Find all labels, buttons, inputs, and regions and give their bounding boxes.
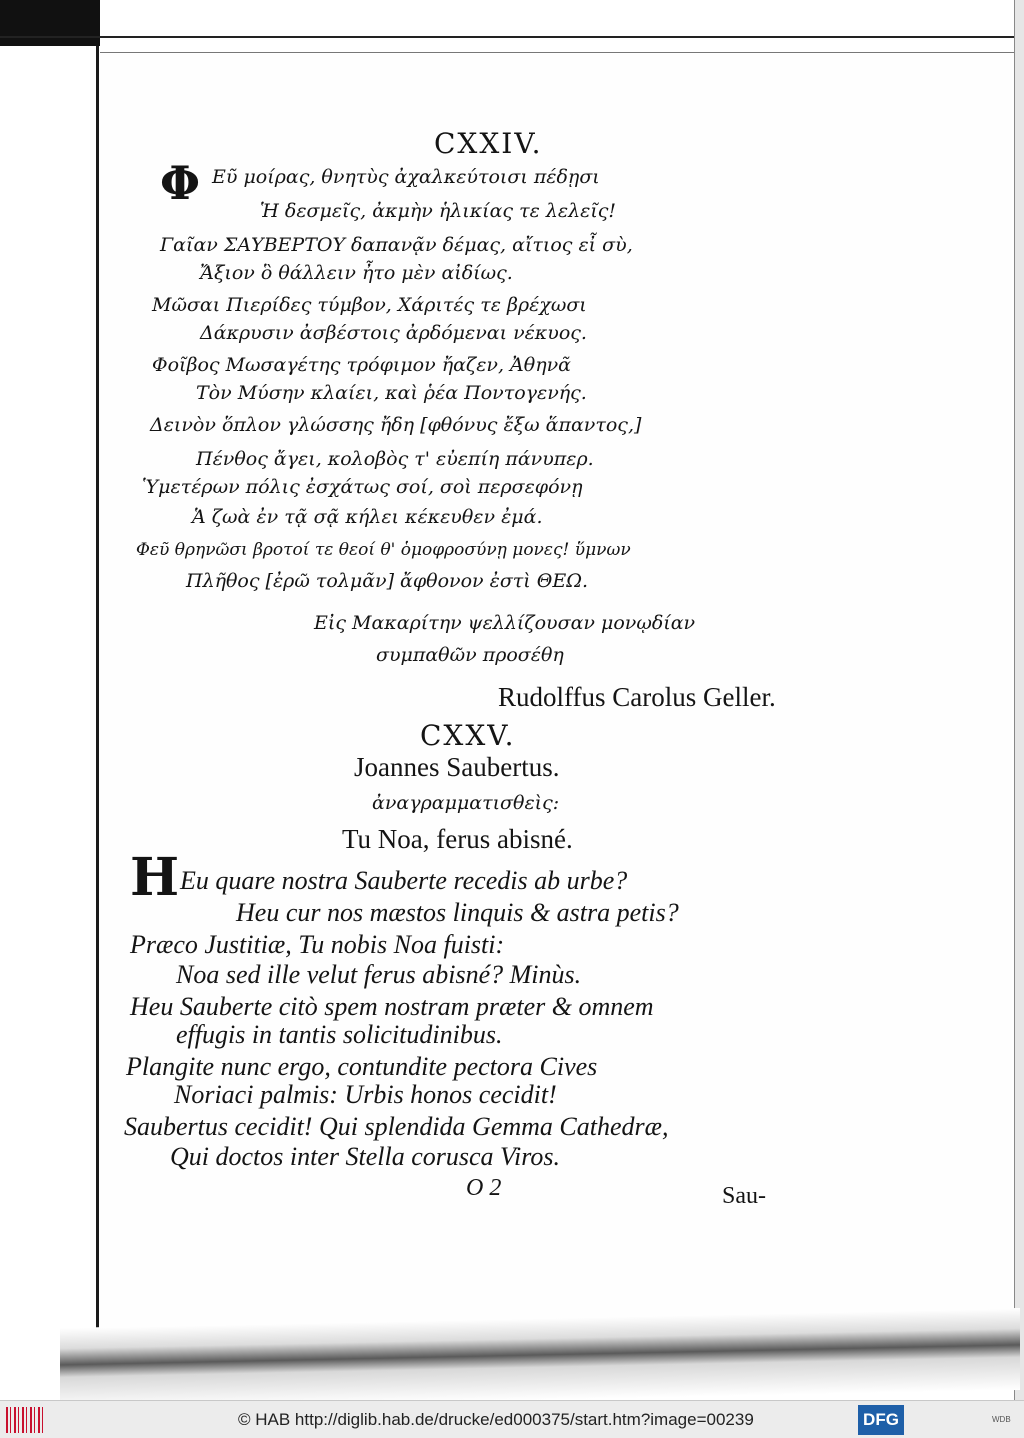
- dfg-logo[interactable]: DFG: [858, 1405, 904, 1435]
- latin-line: Noa sed ille velut ferus abisné? Minùs.: [176, 960, 582, 989]
- latin-anagram: Tu Noa, ferus abisné.: [342, 824, 573, 854]
- latin-line: Præco Justitiæ, Tu nobis Noa fuisti:: [130, 930, 505, 959]
- greek-line: Ἡ δεσμεῖς, ἀκμὴν ἡλικίας τε λελεῖς!: [260, 200, 617, 222]
- viewer-footer: [0, 1400, 1024, 1438]
- scan-top-rule-inner: [100, 52, 1024, 53]
- greek-line: Τὸν Μύσην κλαίει, καὶ ῥέα Ποντογενής.: [196, 382, 587, 404]
- greek-line: Γαῖαν ΣΑΥΒΕΡΤΟΥ δαπανᾷν δέμας, αἴτιος εἶ σὺ,: [160, 234, 633, 256]
- greek-dedication: συμπαθῶν προσέθη: [376, 644, 564, 666]
- greek-line: Δάκρυσιν ἀσβέστοις ἀρδόμεναι νέκυος.: [200, 322, 587, 344]
- scan-top-rule: [0, 36, 1024, 38]
- latin-poem-name: Joannes Saubertus.: [354, 752, 560, 782]
- latin-line: Heu cur nos mæstos linquis & astra petis?: [236, 898, 679, 927]
- scan-left-dark-corner: [0, 0, 100, 46]
- greek-drop-cap: Φ: [160, 156, 201, 210]
- greek-line: Εῦ μοίρας, θνητὺς ἀχαλκεύτοισι πέδῃσι: [212, 166, 600, 188]
- greek-line: Φεῦ θρηνῶσι βροτοί τε θεοί θ' ὁμοφροσύνῃ μονες! ὕμνων: [136, 540, 631, 560]
- poem-number-cxxiv: CXXIV.: [434, 127, 543, 160]
- greek-line: Μῶσαι Πιερίδες τύμβον, Χάριτές τε βρέχωσι: [152, 294, 587, 316]
- latin-line: Qui doctos inter Stella corusca Viros.: [170, 1142, 560, 1171]
- footer-copyright-link[interactable]: © HAB http://diglib.hab.de/drucke/ed000375/start.htm?image=00239: [238, 1410, 754, 1429]
- latin-line: effugis in tantis solicitudinibus.: [176, 1020, 503, 1049]
- catchword: Sau-: [722, 1183, 766, 1209]
- signature-mark: O 2: [466, 1175, 502, 1201]
- latin-line: Heu Sauberte citò spem nostram præter & omnem: [130, 992, 654, 1021]
- latin-anagram-label: ἀναγραμματισθεὶς:: [372, 792, 560, 814]
- greek-line: Φοῖβος Μωσαγέτης τρόφιμον ἤαζεν, Ἀθηνᾶ: [152, 354, 571, 376]
- scan-left-margin: [0, 0, 100, 1400]
- latin-line: Noriaci palmis: Urbis honos cecidit!: [174, 1080, 557, 1109]
- greek-dedication: Εἰς Μακαρίτην ψελλίζουσαν μονῳδίαν: [314, 612, 696, 634]
- greek-line: Ὑμετέρων πόλις ἐσχάτως σοί, σοὶ περσεφόνῃ: [142, 476, 583, 498]
- scan-right-edge: [1014, 0, 1024, 1400]
- latin-line: Saubertus cecidit! Qui splendida Gemma Cathedræ,: [124, 1112, 669, 1141]
- hab-logo-icon[interactable]: [6, 1407, 46, 1433]
- wdb-logo[interactable]: WDB: [992, 1415, 1011, 1424]
- scan-binding-edge: [96, 46, 99, 1400]
- greek-line: Δεινὸν ὅπλον γλώσσης ἤδη [φθόνυς ἔξω ἅπαντος,]: [150, 414, 642, 436]
- greek-line: Ἄξιον ὃ θάλλειν ἦτο μὲν αἰδίως.: [200, 262, 513, 284]
- latin-drop-cap: H: [130, 847, 180, 908]
- greek-line: Πλῆθος [ἐρῶ τολμᾶν] ἄφθονον ἐστὶ ΘΕΩ.: [186, 570, 589, 592]
- poem-number-cxxv: CXXV.: [420, 719, 516, 752]
- greek-line: Πένθος ἄγει, κολοβὸς τ' εὐεπίη πάνυπερ.: [196, 448, 594, 470]
- latin-line: Plangite nunc ergo, contundite pectora Cives: [126, 1052, 598, 1081]
- latin-line: Eu quare nostra Sauberte recedis ab urbe?: [180, 866, 628, 895]
- greek-poem-signature: Rudolffus Carolus Geller.: [498, 682, 776, 712]
- greek-line: Ἁ ζωὰ ἐν τᾷ σᾷ κήλει κέκευθεν ἐμά.: [192, 506, 543, 528]
